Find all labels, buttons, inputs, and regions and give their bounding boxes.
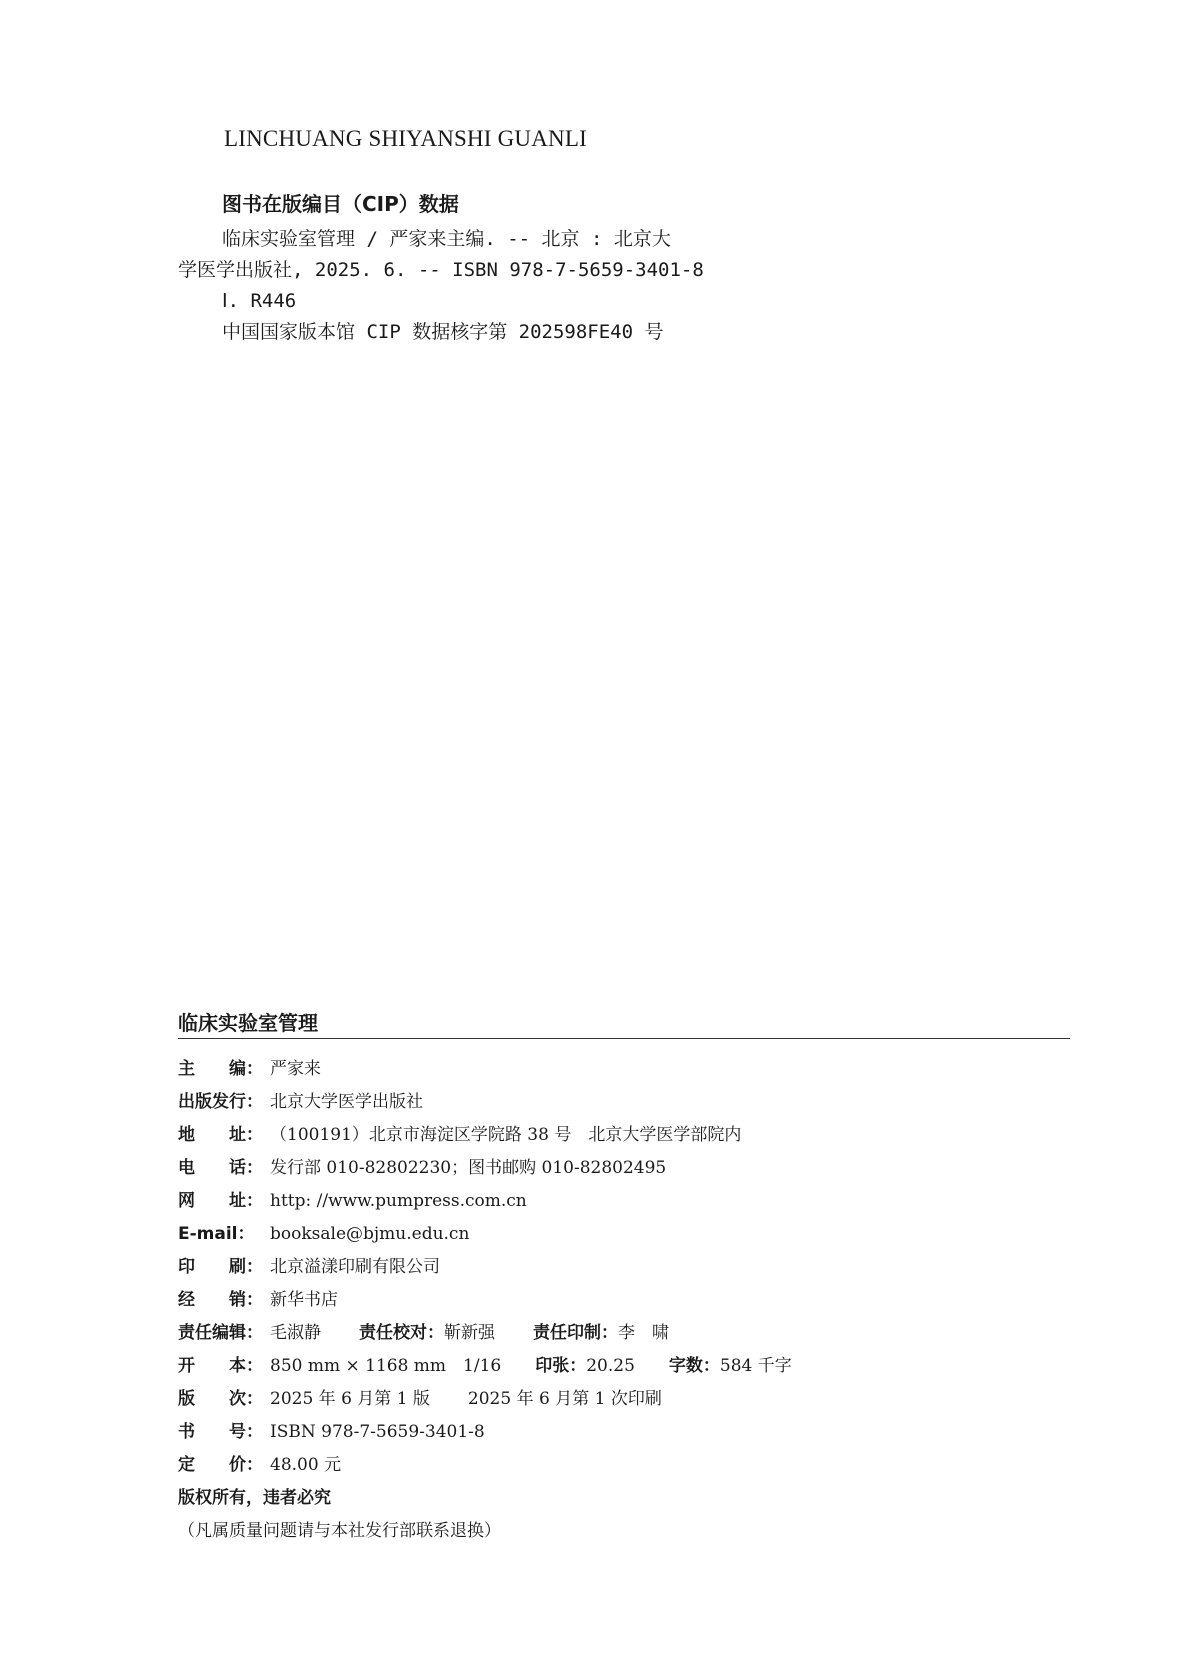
row-email: [178, 1218, 1070, 1251]
edition-value: 2025 年 6 月第 1 版: [270, 1389, 430, 1409]
row-phone: [178, 1152, 1070, 1185]
distributor-label: 经 销：: [178, 1290, 263, 1310]
row-responsibility: [178, 1317, 1070, 1350]
pinyin-title: LINCHUANG SHIYANSHI GUANLI: [224, 126, 587, 151]
cip-data-block: [178, 224, 738, 348]
isbn-label: 书 号：: [178, 1422, 263, 1442]
edition-label: 版 次：: [178, 1389, 263, 1409]
book-title: 临床实验室管理: [178, 1011, 318, 1035]
address-label: 地 址：: [178, 1125, 263, 1145]
print-supervisor-value: 李 啸: [618, 1323, 669, 1343]
row-edition: [178, 1383, 1070, 1416]
price-label: 定 价：: [178, 1455, 263, 1475]
row-website: [178, 1185, 1070, 1218]
format-value: 850 mm × 1168 mm 1/16: [270, 1356, 502, 1376]
editor-label: 主 编：: [178, 1059, 263, 1079]
printer-value: 北京溢漾印刷有限公司: [270, 1257, 440, 1277]
row-printer: [178, 1251, 1070, 1284]
rights-statement: 版权所有，违者必究: [178, 1488, 331, 1508]
publication-details: [178, 1053, 1070, 1548]
cip-heading: 图书在版编目（CIP）数据: [222, 192, 459, 216]
proofreader-value: 靳新强: [444, 1323, 495, 1343]
resp-editor-label: 责任编辑：: [178, 1323, 263, 1343]
format-label: 开 本：: [178, 1356, 263, 1376]
sheets-value: 20.25: [586, 1356, 635, 1376]
words-label: 字数：: [668, 1356, 720, 1376]
printing-value: 2025 年 6 月第 1 次印刷: [467, 1389, 662, 1409]
cip-line-1: 临床实验室管理 / 严家来主编. -- 北京 : 北京大: [222, 228, 671, 250]
editor-value: 严家来: [270, 1059, 321, 1079]
website-label: 网 址：: [178, 1191, 263, 1211]
row-price: [178, 1449, 1070, 1482]
cip-line-2: 学医学出版社, 2025. 6. -- ISBN 978-7-5659-3401-8: [178, 259, 704, 281]
divider-rule: [178, 1038, 1070, 1039]
sheets-label: 印张：: [535, 1356, 587, 1376]
publisher-label: 出版发行：: [178, 1092, 263, 1112]
isbn-value: ISBN 978-7-5659-3401-8: [270, 1422, 485, 1442]
printer-label: 印 刷：: [178, 1257, 263, 1277]
row-rights: [178, 1482, 1070, 1515]
row-distributor: [178, 1284, 1070, 1317]
print-supervisor-label: 责任印制：: [533, 1323, 618, 1343]
words-value: 584 千字: [719, 1356, 792, 1376]
phone-value: 发行部 010-82802230；图书邮购 010-82802495: [270, 1158, 667, 1178]
cip-line-4: 中国国家版本馆 CIP 数据核字第 202598FE40 号: [222, 321, 664, 343]
row-format: [178, 1350, 1070, 1383]
price-value: 48.00 元: [270, 1455, 342, 1475]
publisher-value: 北京大学医学出版社: [270, 1092, 423, 1112]
row-isbn: [178, 1416, 1070, 1449]
email-label: E-mail：: [178, 1224, 255, 1244]
row-note: [178, 1515, 1070, 1548]
row-address: [178, 1119, 1070, 1152]
resp-editor-value: 毛淑静: [270, 1323, 321, 1343]
proofreader-label: 责任校对：: [359, 1323, 444, 1343]
email-link[interactable]: booksale@bjmu.edu.cn: [270, 1224, 470, 1244]
row-publisher: [178, 1086, 1070, 1119]
phone-label: 电 话：: [178, 1158, 263, 1178]
distributor-value: 新华书店: [270, 1290, 338, 1310]
cip-line-3: Ⅰ. R446: [222, 290, 297, 312]
row-editor: [178, 1053, 1070, 1086]
return-note: （凡属质量问题请与本社发行部联系退换）: [178, 1521, 501, 1541]
address-value: （100191）北京市海淀区学院路 38 号 北京大学医学部院内: [270, 1125, 742, 1145]
website-link[interactable]: http: //www.pumpress.com.cn: [270, 1191, 527, 1211]
